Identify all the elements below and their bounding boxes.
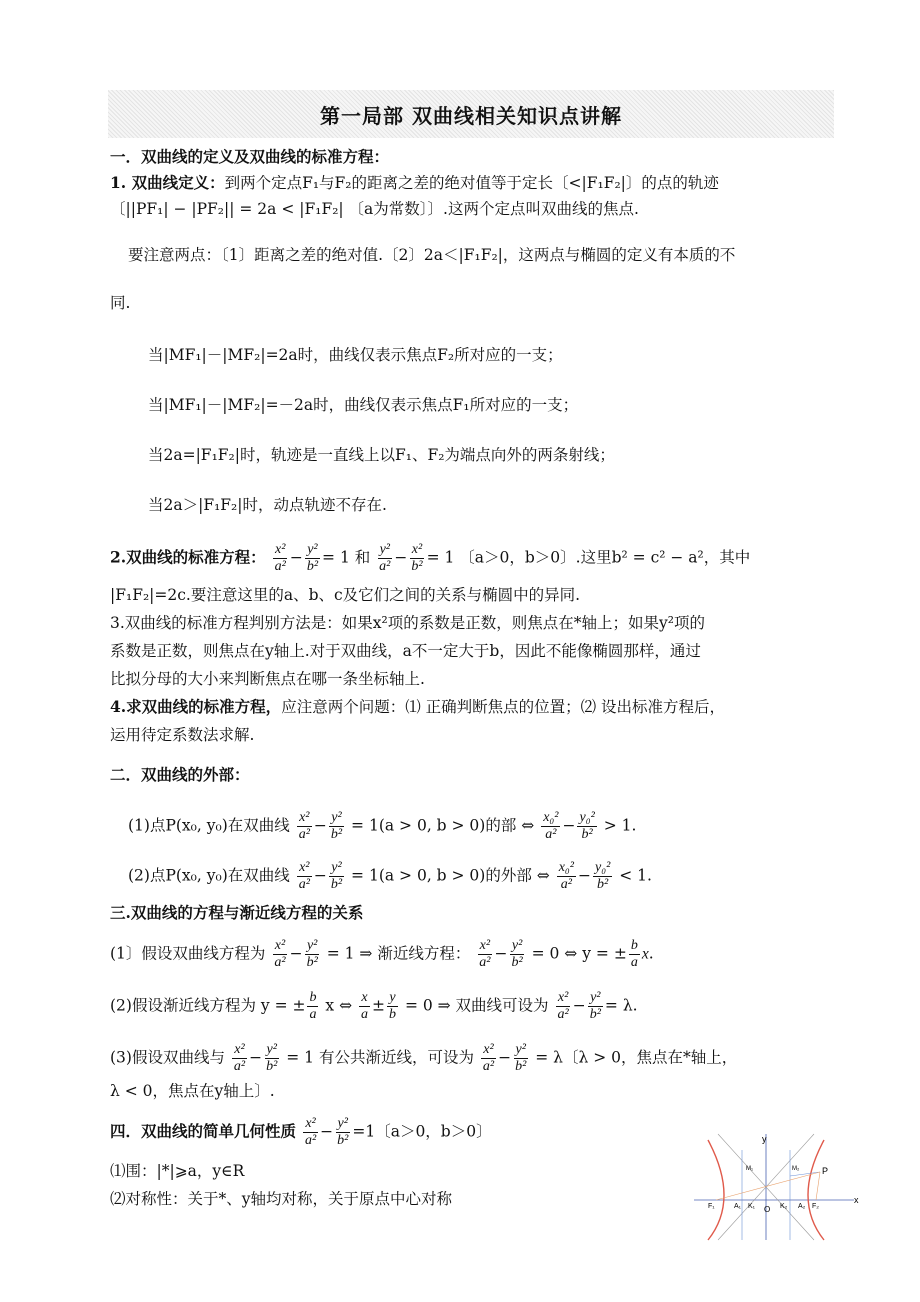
judge-text: 如果x²项的系数是正数，则焦点在*轴上；如果y²项的 — [341, 614, 705, 632]
find-equation-text: 应注意两个问题：⑴ 正确判断焦点的位置；⑵ 设出标准方程后， — [281, 698, 726, 716]
page-title: 第一局部 双曲线相关知识点讲解 — [320, 103, 622, 128]
judge-line-2: 系数是正数，则焦点在y轴上.对于双曲线，a不一定大于b，因此不能像椭圆那样，通过 — [110, 642, 701, 660]
position-outside-line: (2)点P(x₀, y₀)在双曲线 $\frac{\text{x²}}{\text{a²}}$ − $\frac{\text{y²}}{\text{b²}}$ = 1(a > 0, b > 0)的外部 ⇔ $\frac{\text{x₀²}}{\text{a²}}$ − $\frac{\text{y₀²}}{\text{b²}}$ < 1. — [128, 860, 652, 892]
definition-label: 1. 双曲线定义： — [110, 173, 225, 192]
label-f2: F₂ — [812, 1203, 819, 1210]
focal-segment — [790, 1172, 820, 1176]
position-outside-pre: (2)点P(x₀, y₀)在双曲线 — [128, 866, 290, 885]
position-inside-end: > 1. — [603, 816, 637, 835]
case-1: 当|MF₁|－|MF₂|=2a时，曲线仅表示焦点F₂所对应的一支； — [148, 346, 563, 364]
label-p: P — [822, 1166, 829, 1176]
label-x: x — [854, 1195, 859, 1205]
asymptote-line-1: (1〕假设双曲线方程为 $\frac{\text{x²}}{\text{a²}}$ − $\frac{\text{y²}}{\text{b²}}$ = 1 ⇒ 渐近线方程： $\frac{\text{x²}}{\text{a²}}$ − $\frac{\text{y²}}{\text{b²}}$ = 0 ⇔ y = ± $\frac{b}{a}$ x. — [110, 938, 654, 970]
asymptote-3-pre: (3)假设双曲线与 — [110, 1048, 225, 1067]
asymptote-line-3: (3)假设双曲线与 $\frac{\text{x²}}{\text{a²}}$ − $\frac{\text{y²}}{\text{b²}}$ = 1 有公共渐近线，可设为 $\frac{\text{x²}}{\text{a²}}$ − $\frac{\text{y²}}{\text{b²}}$ = λ〔λ > 0，焦点在*轴上， — [110, 1042, 738, 1074]
find-equation-label: 4.求双曲线的标准方程， — [110, 697, 282, 716]
standard-equation-line-2: |F₁F₂|=2c.要注意这里的a、b、c及它们之间的关系与椭圆中的异同. — [110, 586, 581, 604]
position-outside-mid: = 1(a > 0, b > 0)的外部 ⇔ — [351, 866, 550, 885]
section-4-heading-line: 四．双曲线的简单几何性质 $\frac{\text{x²}}{\text{a²}}$ − $\frac{\text{y²}}{\text{b²}}$ =1〔a＞0，b＞0〕 — [110, 1116, 492, 1148]
symmetry-property: ⑵对称性：关于*、y轴均对称，关于原点中心对称 — [110, 1190, 453, 1208]
focal-radius-1 — [716, 1172, 820, 1200]
case-4: 当2a＞|F₁F₂|时，动点轨迹不存在. — [148, 496, 387, 514]
position-inside-line: (1)点P(x₀, y₀)在双曲线 $\frac{\text{x²}}{\text{a²}}$ − $\frac{\text{y²}}{\text{b²}}$ = 1(a > 0, b > 0)的部 ⇔ $\frac{\text{x₀²}}{\text{a²}}$ − $\frac{\text{y₀²}}{\text{b²}}$ > 1. — [128, 810, 637, 842]
label-o: O — [764, 1205, 771, 1214]
definition-formula: 〔||PF₁| − |PF₂|| = 2a < |F₁F₂| 〔a为常数〕〕.这两个定点叫双曲线的焦点. — [110, 200, 639, 218]
label-m2: M₂ — [792, 1166, 800, 1172]
asymptote-3-mid: = 1 有公共渐近线，可设为 — [286, 1048, 474, 1067]
section-3-heading: 三.双曲线的方程与渐近线方程的关系 — [110, 903, 364, 922]
left-branch — [708, 1140, 724, 1240]
find-equation-line — [110, 696, 725, 718]
definition-text: 到两个定点F₁与F₂的距离之差的绝对值等于定长〔<|F₁F₂|〕的点的轨迹 — [224, 174, 719, 192]
standard-equation-tail: 〔a＞0，b＞0〕.这里b² = c² − a²，其中 — [459, 548, 751, 567]
note-line: 要注意两点：〔1〕距离之差的绝对值.〔2〕2a＜|F₁F₂|，这两点与椭圆的定义有本质的不 — [128, 246, 736, 264]
definition-line — [110, 172, 719, 194]
standard-equation-line: 2.双曲线的标准方程： $\frac{\text{x²}}{\text{a²}}$ − $\frac{\text{y²}}{\text{b²}}$ = 1 和 $\frac{\text{y²}}{\text{a²}}$ − $\frac{\text{x²}}{\text{b²}}$ = 1 〔a＞0，b＞0〕.这里b² = c² − a²，其中 — [110, 542, 751, 574]
range-property: ⑴围：|*|⩾a，y∈R — [110, 1162, 245, 1180]
section-4-heading-tail: =1〔a＞0，b＞0〕 — [352, 1122, 492, 1141]
right-branch — [808, 1140, 824, 1240]
label-y: y — [762, 1134, 767, 1144]
asymptote-2-pre: (2)假设渐近线方程为 y = ± — [110, 996, 306, 1015]
case-2: 当|MF₁|－|MF₂|=－2a时，曲线仅表示焦点F₁所对应的一支； — [148, 396, 579, 414]
judge-line-3: 比拟分母的大小来判断焦点在哪一条坐标轴上. — [110, 670, 425, 688]
asymptote-2-end: = 0 ⇒ 双曲线可设为 — [404, 996, 549, 1015]
section-2-heading: 二．双曲线的外部： — [110, 765, 250, 784]
title-banner — [108, 90, 834, 138]
label-f1: F₁ — [708, 1203, 715, 1210]
asymptote-1-end: = 0 ⇔ y = ± — [531, 944, 627, 963]
label-k1: K₁ — [748, 1203, 756, 1210]
label-k2: K₂ — [780, 1203, 788, 1210]
asymptote-1-mid: = 1 ⇒ 渐近线方程： — [326, 944, 471, 963]
asymptote-3-end: = λ〔λ > 0，焦点在*轴上， — [535, 1048, 738, 1067]
judge-line — [110, 612, 705, 634]
case-3: 当2a=|F₁F₂|时，轨迹是一直线上以F₁、F₂为端点向外的两条射线； — [148, 446, 615, 464]
focal-radius-2 — [816, 1172, 820, 1200]
section-1-heading: 一．双曲线的定义及双曲线的标准方程： — [110, 147, 390, 166]
find-equation-line-2: 运用待定系数法求解. — [110, 726, 255, 744]
label-a1: A₁ — [734, 1203, 742, 1210]
position-inside-mid: = 1(a > 0, b > 0)的部 ⇔ — [351, 816, 535, 835]
note-line-2: 同. — [110, 294, 131, 312]
asymptote-1-pre: (1〕假设双曲线方程为 — [110, 944, 266, 963]
asymptote-2-mid: x ⇔ — [325, 996, 353, 1015]
position-inside-pre: (1)点P(x₀, y₀)在双曲线 — [128, 816, 290, 835]
label-m1: M₁ — [746, 1166, 754, 1172]
judge-label: 3.双曲线的标准方程判别方法是： — [110, 614, 342, 632]
section-4-heading: 四．双曲线的简单几何性质 — [110, 1121, 297, 1141]
standard-equation-label: 2.双曲线的标准方程： — [110, 547, 266, 567]
position-outside-end: < 1. — [619, 866, 652, 885]
asymptote-line-3b: λ < 0，焦点在y轴上〕. — [110, 1082, 275, 1100]
label-a2: A₂ — [798, 1203, 806, 1210]
asymptote-line-2: (2)假设渐近线方程为 y = ± $\frac{b}{a}$ x ⇔ $\frac{x}{a}$ ± $\frac{y}{b}$ = 0 ⇒ 双曲线可设为 $\frac{\text{x²}}{\text{a²}}$ − $\frac{\text{y²}}{\text{b²}}$ = λ. — [110, 990, 638, 1022]
hyperbola-figure — [694, 1130, 868, 1242]
